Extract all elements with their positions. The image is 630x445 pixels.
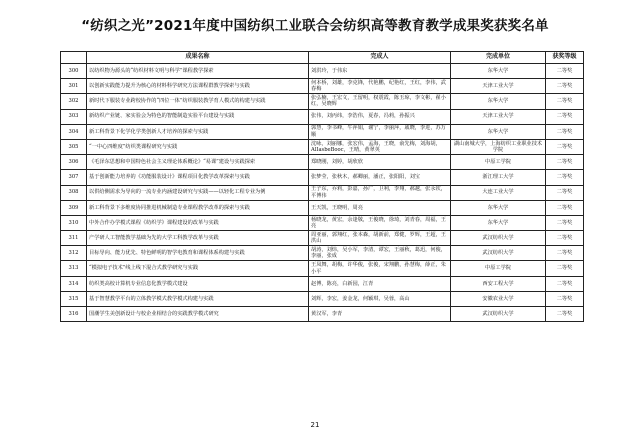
achievement-name: 中外合作办学模式课程《纺织学》课程建设的改革与实践 [87, 215, 309, 230]
header-no [61, 52, 87, 64]
table-body [61, 64, 584, 322]
contributors: 胡涛，刘炜，吴小军，李清，谭宏，王丽秋，葛迅，何俊，李丽，张成 [309, 246, 451, 261]
contributors: 沈咏，刘丽娜，张宏伟，孟海，王晓，俞先梅，刘海胡，AlIasbeBooc，王晴，黄翠英 [309, 139, 451, 154]
achievement-name: 纺织类高校计算机专业信息化教学模式建设 [87, 276, 309, 291]
institution: 中原工学院 [451, 261, 546, 276]
contributors: 黄汉军，李青 [309, 307, 451, 322]
achievement-name: 目标导向、能力优先、特色鲜明的智学电教育和课程体系构建与实践 [87, 246, 309, 261]
table-row [61, 124, 584, 139]
table-row [61, 307, 584, 322]
row-number: 305 [61, 139, 87, 154]
row-number: 310 [61, 215, 87, 230]
row-number: 300 [61, 64, 87, 79]
row-number: 313 [61, 261, 87, 276]
achievement-name: 以创新实践能力提升为核心的材料科学研究方法课程群教学探索与实践 [87, 79, 309, 94]
row-number: 301 [61, 79, 87, 94]
achievement-name: 新纺织产业链、家实验会为特色的智能制造实验平台建设与实践 [87, 109, 309, 124]
table-row [61, 261, 584, 276]
header-unit: 完成单位 [451, 52, 546, 64]
institution: 东华大学 [451, 200, 546, 215]
award-level: 二等奖 [546, 64, 584, 79]
institution: 武汉纺织大学 [451, 246, 546, 261]
table-row [61, 139, 584, 154]
table-row [61, 79, 584, 94]
table-row [61, 185, 584, 200]
award-level: 二等奖 [546, 276, 584, 291]
achievement-name: 基于创新能力培养的《功能服装设计》课程项目化教学改革探索与实践 [87, 170, 309, 185]
institution: 武汉纺织大学 [451, 231, 546, 246]
contributors: 张梦莹，张秋木，郝卿丽，潘正，张阳阳，刘宝 [309, 170, 451, 185]
contributors: 杨晓龙，黄宏，余逢敬，王俊晓，徐琦，刘青春，周福，王亮 [309, 215, 451, 230]
row-number: 311 [61, 231, 87, 246]
contributors: 赵博，陈亮，白新园，江青 [309, 276, 451, 291]
row-number: 308 [61, 185, 87, 200]
achievement-name: 新工科背景下化学化学类创新人才培养的探索与实践 [87, 124, 309, 139]
achievement-name: 新时代下服装专业跨校协作的“四位一体”纺织服装教学育人模式的构建与实践 [87, 94, 309, 109]
institution: 天津工业大学 [451, 109, 546, 124]
contributors: 王凤舞，胡梅，许华俊，张俊，宋翔鹏，孙慧梅，薛正，朱小平 [309, 261, 451, 276]
award-level: 二等奖 [546, 185, 584, 200]
row-number: 302 [61, 94, 87, 109]
row-number: 314 [61, 276, 87, 291]
award-level: 二等奖 [546, 124, 584, 139]
institution: 安徽农业大学 [451, 291, 546, 306]
institution: 大连工业大学 [451, 185, 546, 200]
table-row [61, 109, 584, 124]
table-row [61, 170, 584, 185]
award-level: 二等奖 [546, 139, 584, 154]
page-title: “纺织之光”2021年度中国纺织工业联合会纺织高等教育教学成果奖获奖名单 [81, 18, 549, 34]
award-level: 二等奖 [546, 200, 584, 215]
award-level: 二等奖 [546, 261, 584, 276]
award-level: 二等奖 [546, 109, 584, 124]
achievement-name: 以纺织物为源头的“纺织材料文明与科学”课程教学探索 [87, 64, 309, 79]
institution: 浙江理工大学 [451, 170, 546, 185]
row-number: 312 [61, 246, 87, 261]
achievement-name: “模拟电子技术”线上线下混合式教学研究与实践 [87, 261, 309, 276]
achievement-name: “一中心四维度”纺织类课程研究与实践 [87, 139, 309, 154]
row-number: 316 [61, 307, 87, 322]
table-row [61, 200, 584, 215]
achievement-name: 新工科背景下多维度协同推进机械制造专业课程教学改革的探索与实践 [87, 200, 309, 215]
award-level: 二等奖 [546, 291, 584, 306]
contributors: 何本桥，刘雄，李克锋，代艳鹏，纪艳红，王红，李伟，武春梅 [309, 79, 451, 94]
award-level: 二等奖 [546, 215, 584, 230]
table-row [61, 64, 584, 79]
row-number: 304 [61, 124, 87, 139]
award-level: 二等奖 [546, 94, 584, 109]
row-number: 306 [61, 155, 87, 170]
table-header-row [61, 52, 584, 64]
award-level: 二等奖 [546, 155, 584, 170]
header-level: 获奖等级 [546, 52, 584, 64]
award-level: 二等奖 [546, 307, 584, 322]
award-level: 二等奖 [546, 231, 584, 246]
contributors: 王子东，乔莉，彭嘉，孙广，卫利，李翔，郝越，张永钦，平博伟 [309, 185, 451, 200]
award-level: 二等奖 [546, 246, 584, 261]
header-people: 完成人 [309, 52, 451, 64]
contributors: 张伟，刘丙纬，李浩伟，夏春，冯莉，孙振兴 [309, 109, 451, 124]
row-number: 315 [61, 291, 87, 306]
institution: 东华大学 [451, 94, 546, 109]
contributors: 郑晓刚，刘婷，胡欣欣 [309, 155, 451, 170]
institution: 东华大学 [451, 64, 546, 79]
table-row [61, 155, 584, 170]
contributors: 刘洪玲，于伟东 [309, 64, 451, 79]
table-row [61, 291, 584, 306]
table-row [61, 246, 584, 261]
achievement-name: 国潮学生美创新设计与校企业相结合的实践教学模式研究 [87, 307, 309, 322]
achievement-name: 以供给侧需求为导向的一流专业内涵建设研究与实践——以轻化工程专业为例 [87, 185, 309, 200]
table-row [61, 215, 584, 230]
contributors: 郭慧，李书峰，牛萍娟，谢宁，李丽萍，戚晓，李进，苏万顺 [309, 124, 451, 139]
institution: 西安工程大学 [451, 276, 546, 291]
institution: 天津工业大学 [451, 79, 546, 94]
award-level: 二等奖 [546, 79, 584, 94]
row-number: 307 [61, 170, 87, 185]
row-number: 309 [61, 200, 87, 215]
table-row [61, 231, 584, 246]
contributors: 王天凯，王晓明，周亮 [309, 200, 451, 215]
table-row [61, 276, 584, 291]
institution: 湖山南城大学，上海纺织工业职业技术学院 [451, 139, 546, 154]
table-row [61, 94, 584, 109]
contributors: 周亚丽，郭翔红，张本森，胡新前，郑健，罗辉，王超，王洪山 [309, 231, 451, 246]
institution: 东华大学 [451, 215, 546, 230]
contributors: 刘辉，李宏，姜金龙，何颖琪，吴蓉，高山 [309, 291, 451, 306]
achievement-name: 产学研人工智能教学基础为先的大学工科教学改革与实践 [87, 231, 309, 246]
institution: 武汉纺织大学 [451, 307, 546, 322]
achievement-name: 基于智慧教学平台的立体教学模式教学模式构建与实践 [87, 291, 309, 306]
award-table [60, 51, 584, 322]
row-number: 303 [61, 109, 87, 124]
award-level: 二等奖 [546, 170, 584, 185]
header-name: 成果名称 [87, 52, 309, 64]
institution: 东华大学 [451, 124, 546, 139]
contributors: 张弘楠，王宏文，王留明，权震霞，陈玉琼，李文彬，翟小红，吴晓辉 [309, 94, 451, 109]
page-number: 21 [310, 421, 320, 429]
institution: 中原工学院 [451, 155, 546, 170]
achievement-name: 《毛泽东思想和中国特色社会主义理论体系概论》“易课”建设与实践探索 [87, 155, 309, 170]
